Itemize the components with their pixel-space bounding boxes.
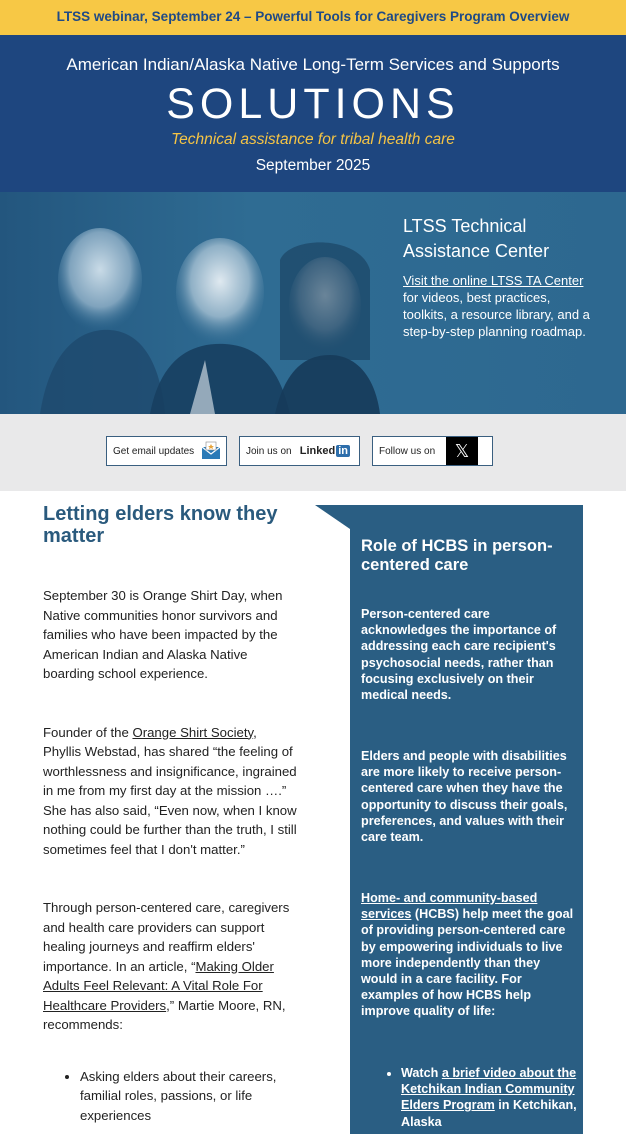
envelope-icon [200,440,222,462]
announcement-banner[interactable] [0,0,626,35]
linkedin-label: Join us on [246,445,292,457]
x-icon [446,437,478,465]
x-label: Follow us on [379,445,436,457]
list-item [401,1065,616,1130]
email-updates-button[interactable] [106,436,227,466]
p2-text-start: Founder of the [43,724,133,740]
ta-center-link[interactable]: Visit the online LTSS TA Center [403,273,584,288]
article-heading: Letting elders know they matter [43,503,278,547]
hcbs-link[interactable]: Home- and community-based services [361,891,538,922]
hero-banner [0,192,626,414]
announcement-text: LTSS webinar, September 24 – Powerful Tools for Caregivers Program Overview [56,9,570,24]
bullet-text-rest: in Ketchikan, Alaska [401,1098,577,1129]
recommendation-list [43,1067,298,1126]
linkedin-in-badge: in [338,445,348,457]
linkedin-icon [300,445,350,457]
sidebar-corner-fold [315,505,350,529]
masthead-title: SOLUTIONS [166,80,460,128]
bullet-text-start: Watch [401,1066,442,1080]
ta-center-body [403,272,598,340]
linkedin-wordmark: Linked [299,445,336,457]
main-article [43,503,298,1125]
masthead [0,35,626,192]
orange-shirt-society-link[interactable]: Orange Shirt Society [132,724,254,740]
sidebar-heading: Role of HCBS in person-centered care [361,537,553,574]
article-paragraph-2 [43,723,298,860]
article-paragraph-1: September 30 is Orange Shirt Day, when Native communities honor survivors and families who have been impacted by the American Indian and Alaska Native boarding school experience. [43,588,283,681]
ketchikan-video-link[interactable]: a brief video about the Ketchikan Indian Community Elders Program [401,1066,577,1113]
article-paragraph-3 [43,898,298,1035]
p3-text-rest: ,” Martie Moore, RN, recommends: [43,997,286,1032]
relevant-older-adults-article-link[interactable]: Making Older Adults Feel Relevant: A Vital Role For Healthcare Providers [43,958,274,1013]
x-glyph: 𝕏 [454,441,470,461]
ta-center-promo [403,214,598,340]
x-twitter-button[interactable] [372,436,493,466]
sidebar-paragraph-2: Elders and people with disabilities are more likely to receive person-centered care when they have the opportunity to discuss their goals, preferences, and values with their care team. [361,749,568,845]
sidebar-paragraph-1: Person-centered care acknowledges the importance of addressing each care recipient's psychosocial needs, rather than focusing exclusively on their medical needs. [361,607,557,703]
masthead-tagline: Technical assistance for tribal health care [171,131,455,148]
masthead-subtitle: American Indian/Alaska Native Long-Term Services and Supports [66,55,560,74]
email-updates-label: Get email updates [113,445,195,457]
social-bar [0,414,626,491]
ta-center-title: LTSS Technical Assistance Center [403,216,550,261]
issue-date: September 2025 [255,157,371,174]
linkedin-button[interactable] [239,436,360,466]
ta-center-description: for videos, best practices, toolkits, a resource library, and a step-by-step planning roadmap. [403,290,590,339]
sidebar-p3-text: (HCBS) help meet the goal of providing person-centered care by empowering individuals to live more independently than they would in a care facility. For examples of how HCBS help improve quality of life: [361,907,574,1019]
hcbs-sidebar [350,505,583,1134]
list-item: • Asking elders about their careers, familial roles, passions, or life experiences [80,1067,298,1126]
p2-text-rest: , Phyllis Webstad, has shared “the feeling of worthlessness and insignificance, ingrained in me from my first day at the mission ….” She has also said, “Even now, when I know nothing could be further than the truth, I still sometimes feel that I don't matter.” [43,724,297,857]
elders-portrait-image [40,210,380,414]
sidebar-paragraph-3 [361,890,576,1020]
p3-text-start: Through person-centered care, caregivers and health care providers can support healing journeys and reaffirm elders' importance. In an article, “ [43,900,290,974]
sidebar-list [361,1065,616,1130]
